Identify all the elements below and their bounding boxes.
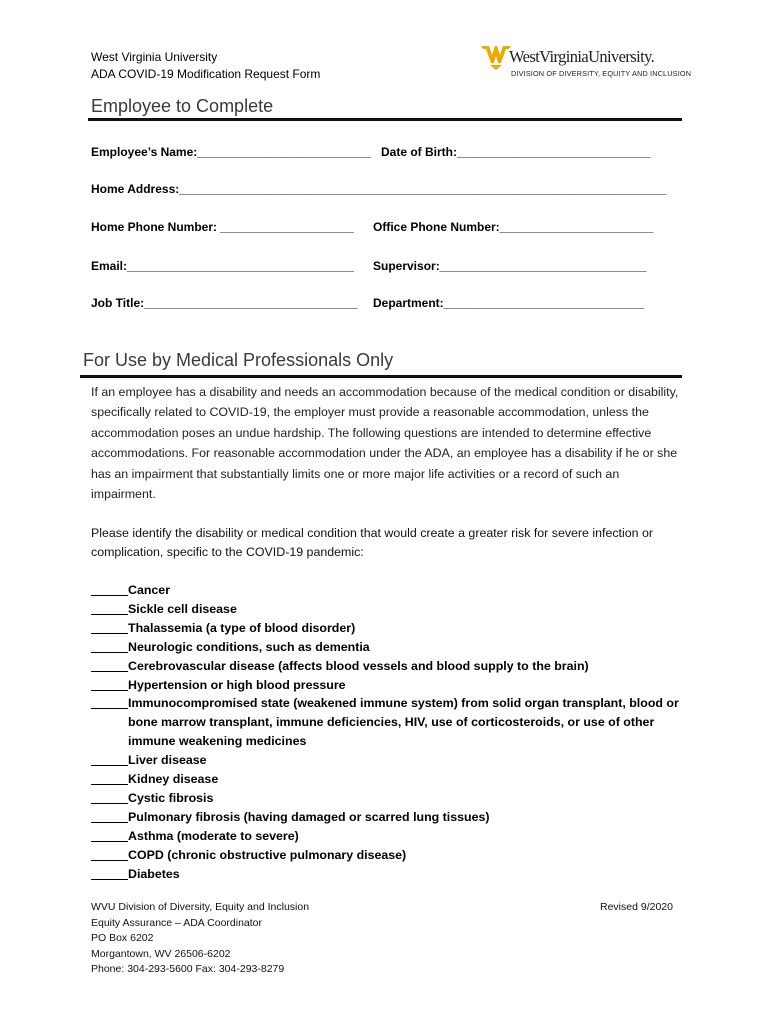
condition-label: Neurologic conditions, such as dementia <box>128 639 370 654</box>
intro-text: If an employee has a disability and needs an accommodation because of the medical condition or disability, specifically related to COVID-19, the employer must provide a reasonable accommodation, unless the accommodation poses an undue hardship. The following questions are intended to determine effective accommodations. For reasonable accommodation under the ADA, an employee has a disability if he or she has an impairment that substantially limits one or more major life activities or a record of such an impairment. <box>91 385 679 502</box>
employee-name-field[interactable]: Employee’s Name:__________________________ <box>91 145 371 159</box>
condition-label: Diabetes <box>128 866 180 881</box>
list-item <box>91 657 691 676</box>
condition-label: Liver disease <box>128 753 207 768</box>
home-address-field[interactable]: Home Address:_________________________________________________________________________ <box>91 182 667 196</box>
list-item <box>91 808 691 827</box>
list-item <box>91 827 691 846</box>
footer-line: PO Box 6202 <box>91 932 154 944</box>
condition-label: Kidney disease <box>128 772 219 787</box>
checkbox-blank[interactable] <box>91 866 128 880</box>
supervisor-field[interactable]: Supervisor:_______________________________ <box>373 259 647 273</box>
form-title: ADA COVID-19 Modification Request Form <box>91 67 321 81</box>
date-of-birth-field[interactable]: Date of Birth:_____________________________ <box>381 145 651 159</box>
checkbox-blank[interactable] <box>91 847 128 861</box>
section-title-medical: For Use by Medical Professionals Only <box>83 350 394 370</box>
condition-label: Immunocompromised state (weakened immune system) from solid organ transplant, blood or bone marrow transplant, immune deficiencies, HIV, use of corticosteroids, or use of other immune weakening medicines <box>128 696 679 749</box>
list-item <box>91 865 691 884</box>
condition-label: Thalassemia (a type of blood disorder) <box>128 620 356 635</box>
list-item <box>91 619 691 638</box>
office-phone-field[interactable]: Office Phone Number:_______________________ <box>373 220 654 234</box>
condition-label: COPD (chronic obstructive pulmonary disease) <box>128 847 407 862</box>
list-item <box>91 789 691 808</box>
logo-division: DIVISION OF DIVERSITY, EQUITY AND INCLUSION <box>511 69 692 78</box>
prompt-text: Please identify the disability or medical condition that would create a greater risk for severe infection or complication, specific to the COVID-19 pandemic: <box>91 526 653 559</box>
footer-line: Equity Assurance – ADA Coordinator <box>91 916 263 929</box>
checkbox-blank[interactable] <box>91 828 128 842</box>
checkbox-blank[interactable] <box>91 620 128 634</box>
condition-label: Pulmonary fibrosis (having damaged or scarred lung tissues) <box>128 809 490 824</box>
checkbox-blank[interactable] <box>91 677 128 691</box>
list-item <box>91 676 691 695</box>
footer-line: Phone: 304-293-5600 Fax: 304-293-8279 <box>91 963 285 975</box>
checkbox-blank[interactable] <box>91 658 128 672</box>
intro-paragraph <box>91 382 687 504</box>
org-name: West Virginia University <box>91 50 218 64</box>
checkbox-blank[interactable] <box>91 771 128 785</box>
department-field[interactable]: Department:______________________________ <box>373 296 644 310</box>
revision-date: Revised 9/2020 <box>600 901 673 913</box>
list-item <box>91 694 691 751</box>
prompt-paragraph <box>91 524 687 562</box>
list-item <box>91 770 691 789</box>
list-item <box>91 581 691 600</box>
section-rule <box>80 375 682 378</box>
conditions-list <box>91 581 691 884</box>
list-item <box>91 751 691 770</box>
checkbox-blank[interactable] <box>91 639 128 653</box>
checkbox-blank[interactable] <box>91 809 128 823</box>
list-item <box>91 846 691 865</box>
list-item <box>91 600 691 619</box>
footer-address <box>91 900 309 978</box>
email-field[interactable]: Email:__________________________________ <box>91 259 354 273</box>
wvu-logo <box>481 45 693 85</box>
condition-label: Cystic fibrosis <box>128 790 214 805</box>
checkbox-blank[interactable] <box>91 601 128 615</box>
section-title-employee: Employee to Complete <box>91 96 274 116</box>
condition-label: Sickle cell disease <box>128 601 237 616</box>
condition-label: Hypertension or high blood pressure <box>128 677 346 692</box>
condition-label: Asthma (moderate to severe) <box>128 828 299 843</box>
checkbox-blank[interactable] <box>91 790 128 804</box>
section-rule <box>88 118 682 121</box>
checkbox-blank[interactable] <box>91 582 128 596</box>
condition-label: Cancer <box>128 583 171 597</box>
checkbox-blank[interactable] <box>91 752 128 766</box>
wv-flying-wv-icon <box>481 46 511 70</box>
job-title-field[interactable]: Job Title:________________________________ <box>91 296 358 310</box>
footer-line: WVU Division of Diversity, Equity and Inclusion <box>91 901 310 913</box>
footer-line: Morgantown, WV 26506-6202 <box>91 947 231 960</box>
logo-wordmark: WestVirginiaUniversity. <box>509 47 655 66</box>
list-item <box>91 638 691 657</box>
checkbox-blank[interactable] <box>91 695 128 709</box>
home-phone-field[interactable]: Home Phone Number: ____________________ <box>91 220 354 234</box>
condition-label: Cerebrovascular disease (affects blood vessels and blood supply to the brain) <box>128 658 589 673</box>
